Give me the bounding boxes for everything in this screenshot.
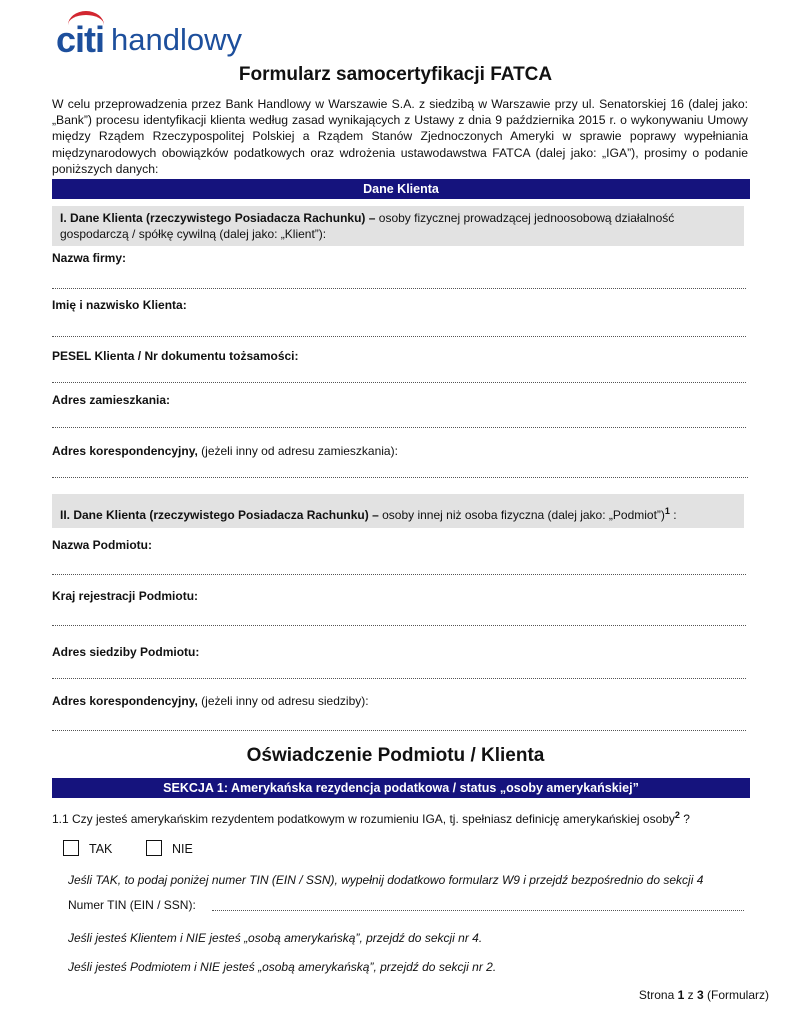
entity-country-field[interactable] [52, 625, 746, 626]
tak-label: TAK [89, 842, 113, 856]
footer-page-number: 1 [677, 988, 685, 1002]
entity-correspondence-label [52, 694, 369, 708]
footer-suffix: (Formularz) [703, 988, 769, 1002]
entity-correspondence-field[interactable] [52, 730, 746, 731]
page-footer [639, 988, 769, 1002]
citi-handlowy-logo [56, 18, 242, 58]
corr-label-bold: Adres korespondencyjny, [52, 444, 198, 458]
entity-country-label: Kraj rejestracji Podmiotu: [52, 589, 199, 603]
part2-description: osoby innej niż osoba fizyczna (dalej jako: „Podmiot”) [378, 508, 665, 522]
client-no-instruction: Jeśli jesteś Klientem i NIE jesteś „osobą amerykańską”, przejdź do sekcji nr 4. [68, 931, 483, 945]
client-data-banner: Dane Klienta [52, 179, 750, 199]
part2-heading: II. Dane Klienta (rzeczywistego Posiadacza Rachunku) – [60, 508, 379, 522]
tin-field[interactable] [212, 910, 744, 911]
company-name-field[interactable] [52, 288, 746, 289]
nie-checkbox[interactable] [146, 840, 162, 856]
page-title: Formularz samocertyfikacji FATCA [238, 64, 553, 85]
entity-corr-bold: Adres korespondencyjny, [52, 694, 198, 708]
correspondence-address-field[interactable] [52, 477, 748, 478]
part1-header [52, 206, 744, 246]
entity-seat-label: Adres siedziby Podmiotu: [52, 645, 200, 659]
client-name-field[interactable] [52, 336, 746, 337]
entity-name-label: Nazwa Podmiotu: [52, 538, 153, 552]
corr-label-note: (jeżeli inny od adresu zamieszkania): [197, 444, 398, 458]
if-yes-instruction: Jeśli TAK, to podaj poniżej numer TIN (EIN / SSN), wypełnij dodatkowo formularz W9 i przejdź bezpośrednio do sekcji 4 [68, 873, 704, 887]
client-name-label: Imię i nazwisko Klienta: [52, 298, 187, 312]
home-address-label: Adres zamieszkania: [52, 393, 171, 407]
question-mark: ? [679, 812, 690, 826]
section1-banner: SEKCJA 1: Amerykańska rezydencja podatkowa / status „osoby amerykańskiej” [52, 778, 750, 798]
footnote-1-ref: 1 [664, 506, 670, 516]
home-address-field[interactable] [52, 427, 746, 428]
part2-header [52, 494, 744, 528]
entity-seat-field[interactable] [52, 678, 746, 679]
part2-colon: : [669, 508, 677, 522]
entity-name-field[interactable] [52, 574, 746, 575]
nie-label: NIE [172, 842, 193, 856]
pesel-label: PESEL Klienta / Nr dokumentu tożsamości: [52, 349, 299, 363]
footnote-2-ref: 2 [674, 810, 680, 820]
part1-heading: I. Dane Klienta (rzeczywistego Posiadacza Rachunku) – [60, 211, 376, 225]
footer-prefix: Strona [638, 988, 678, 1002]
logo-arc-icon [68, 11, 104, 25]
question-1-1 [52, 810, 690, 826]
intro-paragraph: W celu przeprowadzenia przez Bank Handlowy w Warszawie S.A. z siedzibą w Warszawie przy ul. Senatorskiej 16 (dalej jako: „Bank”) procesu identyfikacji klienta według zasad wynikających z Ustawy z dnia 9 października 2015 r. o wykonywaniu Umowy między Rządem Rzeczypospolitej Polskiej a Rządem Stanów Zjednoczonych Ameryki w sprawie poprawy wypełniania międzynarodowych obowiązków podatkowych oraz wdrożenia ustawodawstwa FATCA (dalej jako: „IGA”), prosimy o podanie poniższych danych: [52, 97, 748, 176]
pesel-field[interactable] [52, 382, 746, 383]
part1-description: osoby fizycznej prowadzącej jednoosobową działalność gospodarczą / spółkę cywilną (dalej jako: „Klient”): [60, 211, 675, 241]
entity-corr-note: (jeżeli inny od adresu siedziby): [197, 694, 369, 708]
declaration-title: Oświadczenie Podmiotu / Klienta [246, 745, 545, 766]
question-text: 1.1 Czy jesteś amerykańskim rezydentem podatkowym w rozumieniu IGA, tj. spełniasz definicję amerykańskiej osoby [52, 812, 675, 826]
footer-total-pages: 3 [696, 988, 704, 1002]
logo-handlowy-text: handlowy [111, 22, 242, 57]
logo-citi-text: citi [56, 19, 105, 60]
entity-no-instruction: Jeśli jesteś Podmiotem i NIE jesteś „osobą amerykańską”, przejdź do sekcji nr 2. [68, 960, 497, 974]
footer-sep: z [684, 988, 697, 1002]
tin-label: Numer TIN (EIN / SSN): [68, 898, 196, 912]
correspondence-address-label [52, 444, 398, 458]
tak-checkbox[interactable] [63, 840, 79, 856]
company-name-label: Nazwa firmy: [52, 251, 127, 265]
